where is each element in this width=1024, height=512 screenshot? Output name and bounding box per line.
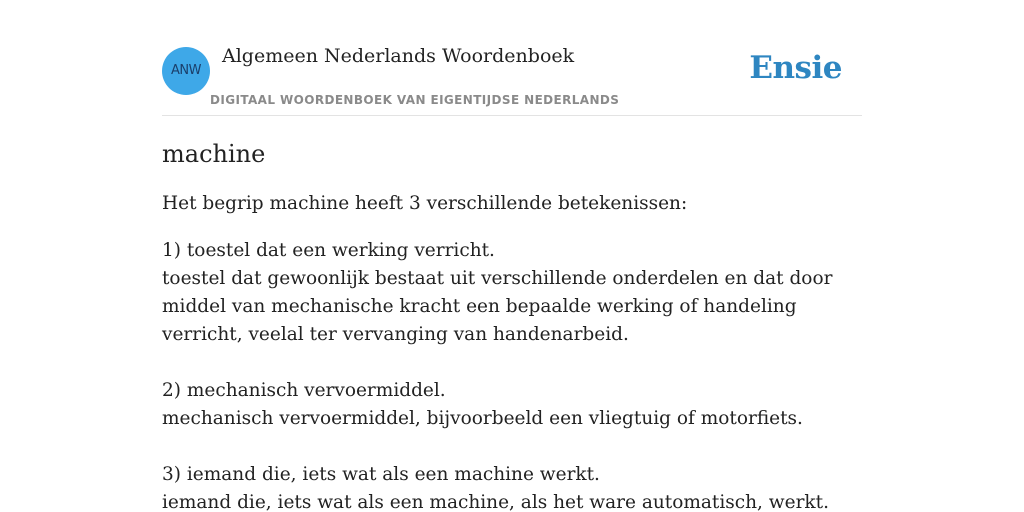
meaning-heading: 3) iemand die, iets wat als een machine werkt. — [162, 464, 600, 485]
entry-word-title: machine — [162, 140, 266, 168]
site-header — [162, 0, 862, 116]
meaning-definition: iemand die, iets wat als een machine, als het ware automatisch, werkt. — [162, 492, 829, 512]
meaning-definition: mechanisch vervoermiddel, bijvoorbeeld een vliegtuig of motorfiets. — [162, 408, 803, 429]
site-subtitle: DIGITAAL WOORDENBOEK VAN EIGENTIJDSE NEDERLANDS — [210, 93, 620, 107]
meaning-item — [162, 237, 862, 349]
meaning-heading: 2) mechanisch vervoermiddel. — [162, 380, 446, 401]
meaning-item — [162, 461, 862, 512]
ensie-brand-logo[interactable]: Ensie — [749, 50, 842, 86]
meaning-definition: toestel dat gewoonlijk bestaat uit verschillende onderdelen en dat door middel van mechanische kracht een bepaalde werking of handeling verricht, veelal ter vervanging van handenarbeid. — [162, 268, 833, 345]
site-title[interactable]: Algemeen Nederlands Woordenboek — [222, 45, 575, 67]
entry-intro: Het begrip machine heeft 3 verschillende betekenissen: — [162, 193, 688, 214]
anw-logo[interactable]: ANW — [162, 47, 210, 95]
meaning-item — [162, 377, 862, 433]
entry-content — [162, 116, 862, 512]
meaning-heading: 1) toestel dat een werking verricht. — [162, 240, 495, 261]
